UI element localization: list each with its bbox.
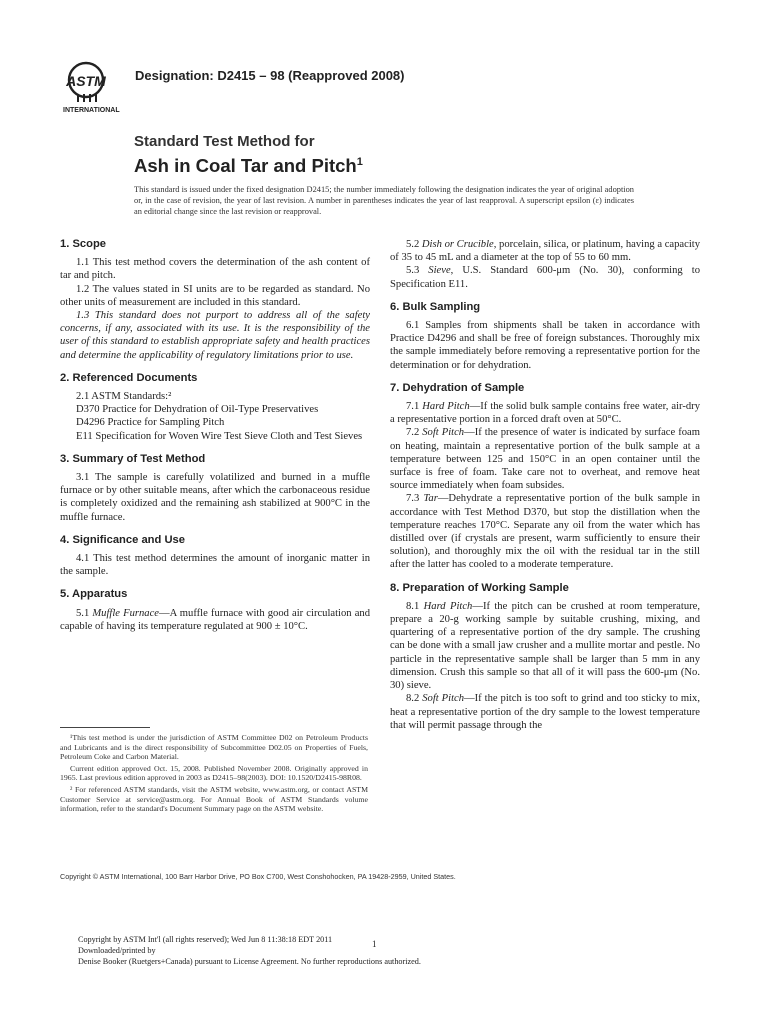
para-number: 7.3 [406, 493, 424, 505]
para-number: 5.1 [76, 607, 93, 619]
para-number: 7.1 [406, 401, 423, 413]
svg-text:ASTM: ASTM [66, 73, 106, 89]
bulk-sampling-paragraph-1: 6.1 Samples from shipments shall be taken in accordance with Practice D4296 and shall be free of foreign substances. Thoroughly mix the sample immediately before removing a representative portion for the determination or for dehydration. [390, 320, 700, 371]
para-number: 8.1 [406, 600, 424, 612]
section-title-summary: 3. Summary of Test Method [60, 452, 206, 465]
footnote-rule [60, 727, 150, 728]
title-text: Ash in Coal Tar and Pitch [134, 155, 357, 177]
significance-paragraph-1: 4.1 This test method determines the amount of inorganic matter in the sample. [60, 553, 370, 578]
para-term: Soft Pitch [422, 427, 465, 439]
logo-subtext: INTERNATIONAL [63, 107, 120, 114]
copyright-notice: Copyright © ASTM International, 100 Barr Harbor Drive, PO Box C700, West Conshohocken, PA 19428-2959, United States. [60, 872, 456, 881]
standard-note: This standard is issued under the fixed designation D2415; the number immediately following the designation indicates the year of original adoption or, in the case of revision, the year of last revision. A number in parentheses indicates the year of last reapproval. A superscript epsilon (ε) indicates an editorial change since the last revision or reapproval. [134, 185, 634, 216]
apparatus-paragraph-3 [390, 264, 700, 290]
section-title-significance: 4. Significance and Use [60, 533, 185, 546]
astm-logo [62, 58, 126, 114]
designation: Designation: D2415 – 98 (Reapproved 2008) [135, 68, 405, 83]
title-line-1: Standard Test Method for [134, 133, 315, 150]
para-text: , U.S. Standard 600-μm (No. 30), conforming to Specification E11. [390, 265, 700, 290]
right-column [390, 238, 700, 732]
license-line-3: Denise Booker (Ruetgers+Canada) pursuant to License Agreement. No further reproductions authorized. [78, 957, 421, 966]
reference-item: D4296 Practice for Sampling Pitch [76, 417, 225, 429]
footnote-2: ² For referenced ASTM standards, visit the ASTM website, www.astm.org, or contact ASTM Customer Service at service@astm.org. For Annual Book of ASTM Standards volume information, refer to the standard's Document Summary page on the ASTM website. [60, 784, 368, 814]
para-number: 8.2 [406, 693, 423, 705]
para-text: —If the presence of water is indicated by surface foam on heating, maintain a representative portion of the bulk sample at a temperature between 125 and 150°C in an open container until the surface is free of foam. Take care not to overheat, and remove heat source immediately when foam subsides. [390, 427, 700, 492]
para-term: Tar [423, 493, 438, 505]
section-title-bulk-sampling: 6. Bulk Sampling [390, 300, 481, 313]
para-text: —If the pitch is too soft to grind and too sticky to mix, heat a representative portion of the dry sample to the lowest temperature that will permit passage through the [390, 693, 700, 731]
summary-paragraph-1: 3.1 The sample is carefully volatilized and burned in a muffle furnace or by other suitable means, after which the carbonaceous residue is completely oxidized and the remaining ash stabilized at 900°C in the muffle furnace. [60, 472, 370, 523]
license-line-2: Downloaded/printed by [78, 946, 156, 955]
scope-paragraph-1: 1.1 This test method covers the determination of the ash content of tar and pitch. [60, 257, 370, 282]
para-number: 5.2 [406, 239, 422, 250]
para-term: Muffle Furnace [92, 607, 160, 619]
section-title-apparatus: 5. Apparatus [60, 588, 128, 601]
para-text: —Dehydrate a representative portion of the bulk sample in accordance with Test Method D370, but stop the distillation when the temperature reaches 170°C. Separate any oil from the water which has distilled over (if crystals are present, warm sufficiently to ensure their solution), and thoroughly mix the oil with the residual tar in the still after the latter has cooled to a moderate temperature. [390, 493, 700, 571]
dehydration-paragraph-2 [390, 426, 700, 492]
para-term: Hard Pitch [423, 600, 473, 612]
section-title-referenced: 2. Referenced Documents [60, 371, 198, 384]
section-title-dehydration: 7. Dehydration of Sample [390, 381, 525, 394]
preparation-paragraph-1 [390, 600, 700, 692]
para-term: Soft Pitch [422, 693, 465, 705]
para-text: , porcelain, silica, or platinum, having a capacity of 35 to 45 mL and a diameter at the top of 55 to 60 mm. [390, 239, 700, 264]
reference-item: E11 Specification for Woven Wire Test Sieve Cloth and Test Sieves [76, 430, 363, 442]
footnote-1-edition: Current edition approved Oct. 15, 2008. Published November 2008. Originally approved in 1965. Last previous edition approved in 2003 as D2415–98(2003). DOI: 10.1520/D2415-98R08. [60, 763, 368, 783]
apparatus-paragraph-1 [60, 607, 370, 633]
license-block [78, 934, 421, 967]
para-text: —A muffle furnace with good air circulation and capable of having its temperature regulated at 900 ± 10°C. [60, 607, 370, 632]
dehydration-paragraph-3 [390, 492, 700, 571]
reference-item: D370 Practice for Dehydration of Oil-Type Preservatives [76, 404, 319, 416]
para-text: —If the pitch can be crushed at room temperature, prepare a 20-g working sample by suitable crushing, mixing, and quartering of a representative portion of the dry sample. The crushing can be done with a small jaw crusher and a mullite mortar and pestle. No particle in the representative sample shall be larger than 5 mm in any dimension. Crush this sample so that all of it will pass the 600-μm (No. 30) sieve. [390, 600, 701, 692]
para-number: 5.3 [406, 265, 429, 277]
referenced-paragraph-1: 2.1 ASTM Standards:² [76, 391, 172, 403]
scope-paragraph-3: 1.3 This standard does not purport to address all of the safety concerns, if any, associated with its use. It is the responsibility of the user of this standard to establish appropriate safety and health practices and determine the applicability of regulatory limitations prior to use. [60, 310, 370, 361]
footnotes [60, 733, 368, 816]
title-footnote-ref: 1 [356, 156, 363, 168]
para-term: Hard Pitch [422, 401, 470, 413]
section-title-scope: 1. Scope [60, 238, 107, 250]
title-line-2 [134, 151, 363, 177]
page-number: 1 [372, 939, 377, 949]
left-column [60, 238, 370, 633]
section-title-preparation: 8. Preparation of Working Sample [390, 581, 569, 594]
para-text: —If the solid bulk sample contains free water, air-dry a representative portion in a forced draft oven at 50°C. [390, 401, 700, 426]
title-block [134, 133, 363, 177]
footnote-1: ¹This test method is under the jurisdiction of ASTM Committee D02 on Petroleum Products and Lubricants and is the direct responsibility of Subcommittee D02.05 on Properties of Fuels, Petroleum Coke and Carbon Material. [60, 733, 368, 762]
scope-paragraph-2: 1.2 The values stated in SI units are to be regarded as standard. No other units of measurement are included in this standard. [60, 283, 370, 308]
dehydration-paragraph-1 [390, 400, 700, 426]
para-term: Sieve [428, 265, 451, 277]
apparatus-paragraph-2 [390, 238, 700, 264]
preparation-paragraph-2 [390, 692, 700, 732]
para-number: 7.2 [406, 427, 423, 439]
license-line-1: Copyright by ASTM Int'l (all rights reserved); Wed Jun 8 11:38:18 EDT 2011 [78, 935, 333, 944]
para-term: Dish or Crucible [421, 239, 494, 250]
